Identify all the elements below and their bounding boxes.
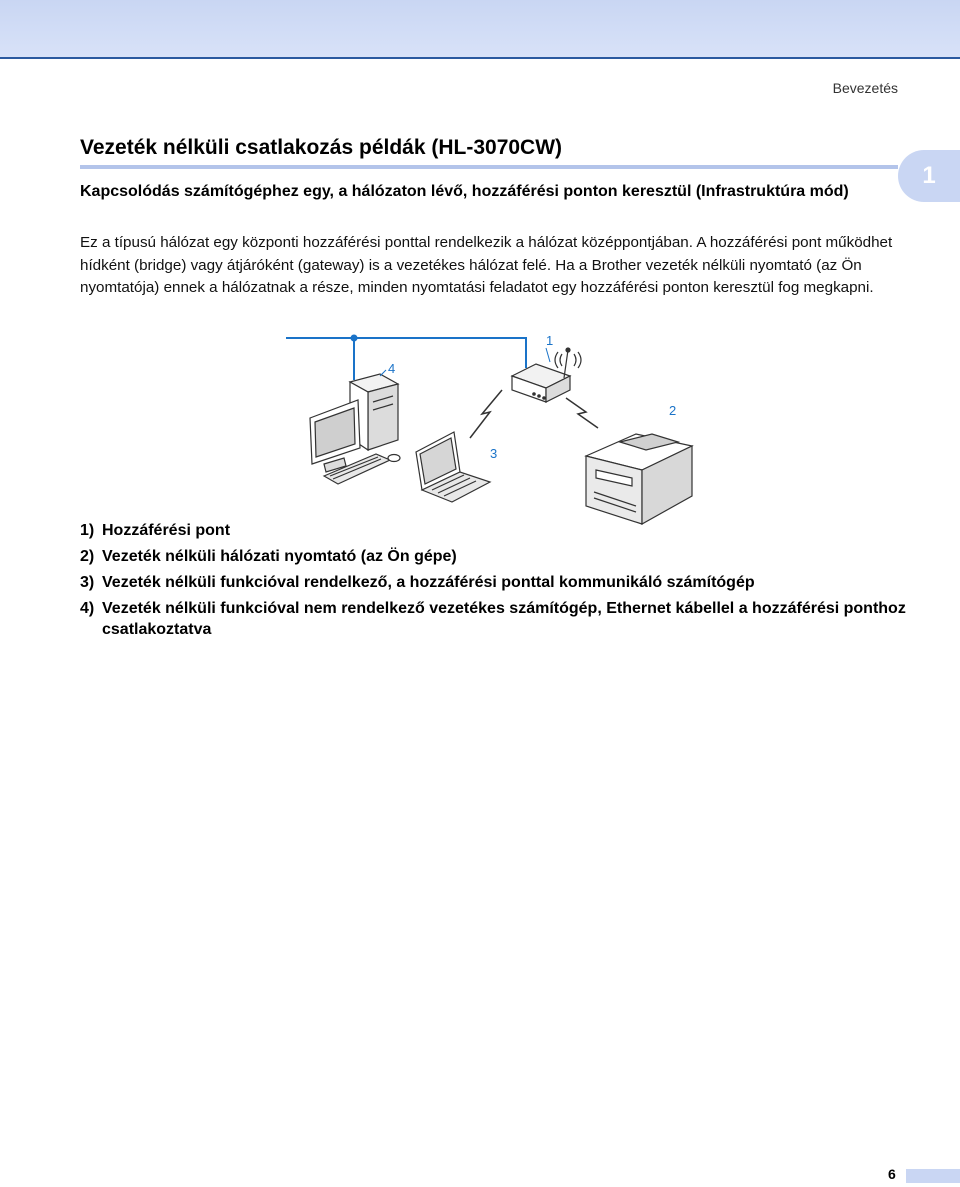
- page-number-bar: [906, 1169, 960, 1183]
- legend-item: [80, 572, 920, 593]
- body-paragraph: Ez a típusú hálózat egy központi hozzáférési ponttal rendelkezik a hálózat középpontjában. A hozzáférési pont működhet hídként (bridge) vagy átjáróként (gateway) is a vezetékes hálózat felé. Ha a Brother vezeték nélküli nyomtató (az Ön nyomtatója) ennek a hálózatnak a része, minden nyomtatási feladatot egy hozzáférési ponton keresztül fog megkapni.: [80, 234, 893, 296]
- laptop-computer-icon: [416, 432, 490, 502]
- top-header-band: [0, 0, 960, 59]
- wireless-link-icon-2: [566, 398, 598, 428]
- running-header: Bevezetés: [832, 80, 898, 96]
- legend-item: [80, 598, 920, 640]
- diagram-legend: [80, 520, 920, 645]
- wireless-link-icon: [470, 390, 502, 438]
- legend-number: 4): [80, 600, 95, 617]
- page-number: 6: [888, 1166, 896, 1182]
- legend-text: Vezeték nélküli funkcióval nem rendelkező vezetékes számítógép, Ethernet kábellel a hozzáférési ponthoz csatlakoztatva: [102, 600, 906, 638]
- desktop-computer-icon: [310, 374, 400, 484]
- page-title: Vezeték nélküli csatlakozás példák (HL-3070CW): [80, 136, 563, 159]
- callout-4: 4: [388, 361, 396, 376]
- legend-number: 3): [80, 574, 95, 591]
- legend-item: [80, 520, 920, 541]
- chapter-tab: 1: [898, 150, 960, 202]
- legend-number: 1): [80, 522, 95, 539]
- callout-3: 3: [490, 446, 498, 461]
- callout-2: 2: [669, 403, 677, 418]
- legend-text: Hozzáférési pont: [102, 522, 231, 539]
- ethernet-cable: [286, 335, 526, 381]
- legend-text: Vezeték nélküli hálózati nyomtató (az Ön gépe): [102, 548, 457, 565]
- title-underline: [80, 165, 898, 169]
- callout-1: 1: [546, 333, 554, 348]
- legend-text: Vezeték nélküli funkcióval rendelkező, a hozzáférési ponttal kommunikáló számítógép: [102, 574, 755, 591]
- legend-item: [80, 546, 920, 567]
- wifi-signal-icon: [555, 352, 581, 368]
- network-diagram: [280, 330, 700, 525]
- section-subheading: Kapcsolódás számítógéphez egy, a hálózaton lévő, hozzáférési ponton keresztül (Infrastruktúra mód): [80, 183, 849, 200]
- legend-number: 2): [80, 548, 95, 565]
- printer-icon: [586, 434, 692, 524]
